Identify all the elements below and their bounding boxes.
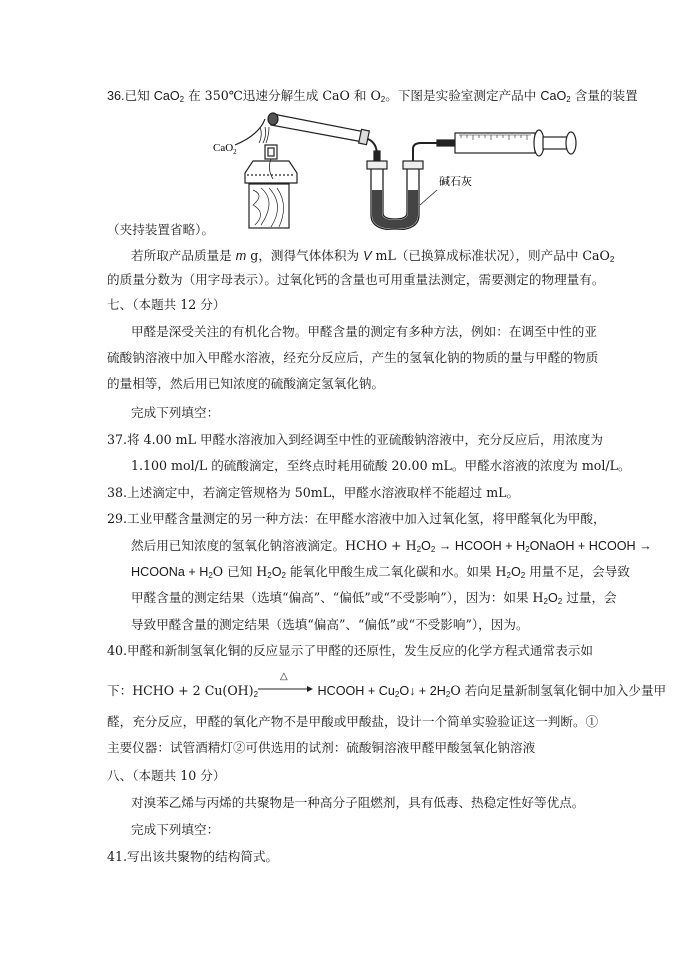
text: g，测得气体体积为	[246, 248, 364, 263]
text: mL（已换算成标准状况），则产品中 CaO	[371, 248, 610, 263]
apparatus-diagram	[205, 105, 590, 230]
q36-line-1	[107, 88, 638, 104]
text: 过量，会	[562, 590, 617, 605]
q29-line-1: 29.工业甲醛含量测定的另一种方法：在甲醛水溶液中加入过氧化氢，将甲醛氧化为甲酸，	[107, 511, 606, 526]
q29-line-3	[131, 564, 630, 580]
text: O 已知 H	[212, 564, 268, 579]
subscript: 2	[557, 597, 563, 606]
subscript: 2	[506, 571, 511, 580]
question-number: 36.	[107, 89, 125, 103]
text: 能氧化甲酸生成二氧化碳和水。如果 H	[286, 564, 507, 579]
soda-lime-label: 碱石灰	[439, 175, 472, 188]
q37-line-1: 37.将 4.00 mL 甲醛水溶液加入到经调至中性的亚硫酸钠溶液中，充分反应后，用浓度为	[107, 432, 603, 447]
heat-reaction-arrow	[258, 671, 314, 694]
cao2-label: CaO$_2$	[213, 142, 237, 156]
sec7-intro-1: 甲醛是深受关注的有机化合物。甲醛含量的测定有多种方法，例如：在调至中性的亚	[131, 324, 597, 339]
section-8-title: 八、（本题共 10 分）	[107, 768, 226, 783]
text: 若所取产品质量是	[131, 248, 236, 263]
delta-heat-symbol: △	[280, 671, 288, 682]
q40-line-4: 主要仪器：试管酒精灯②可供选用的试剂：硫酸铜溶液甲醛甲酸氢氧化钠溶液	[107, 740, 536, 755]
sec7-intro-2: 硫酸钠溶液中加入甲醛水溶液，经充分反应后，产生的氢氧化钠的物质的量与甲醛的物质	[107, 350, 599, 365]
subscript: 2	[416, 545, 422, 554]
subscript: 2	[394, 690, 400, 699]
text: 甲醛含量的测定结果（选填“偏高”、“偏低”或“不受影响”），因为：如果 H	[131, 590, 544, 605]
q36-note: （夹持装置省略）。	[107, 222, 215, 237]
q40-line-3: 醛，充分反应，甲醛的氧化产物不是甲酸或甲酸盐，设计一个简单实验验证这一判断。①	[107, 714, 599, 729]
subscript: 2	[179, 95, 185, 104]
q40-line-2	[107, 671, 667, 699]
text: 下：HCHO + 2 Cu(OH)	[107, 683, 254, 698]
subscript: 2	[281, 571, 286, 580]
formula: O	[271, 565, 282, 579]
formula: ONaOH + HCOOH →	[529, 539, 652, 553]
q29-line-5: 导致甲醛含量的测定结果（选填“偏高”、“偏低”或“不受影响”），因为。	[131, 617, 529, 632]
subscript: 2	[430, 545, 436, 554]
section-7-title: 七、（本题共 12 分）	[107, 297, 226, 312]
sec7-fill: 完成下列填空：	[131, 405, 220, 420]
subscript: 2	[267, 571, 272, 580]
text: 用量不足，会导致	[525, 564, 630, 579]
formula: O↓ + 2H	[399, 684, 446, 698]
subscript: 2	[520, 571, 526, 580]
formula: HCOONa + H	[131, 565, 209, 579]
subscript: 2	[253, 690, 259, 699]
subscript: 2	[525, 545, 530, 554]
text: O 若向足量新制氢氧化铜中加入少量甲	[450, 683, 667, 698]
formula: CaO	[540, 89, 567, 103]
right-arrow-icon	[258, 685, 314, 693]
q29-line-2	[131, 538, 652, 554]
sec8-fill: 完成下列填空：	[131, 822, 220, 837]
text: 在 350℃迅速分解生成 CaO 和 O	[184, 88, 381, 103]
sec8-intro: 对溴苯乙烯与丙烯的共聚物是一种高分子阻燃剂，具有低毒、热稳定性好等优点。	[131, 795, 585, 810]
q36-line-3: 的质量分数为（用字母表示）。过氧化钙的含量也可用重量法测定，需要测定的物理量有。	[107, 272, 605, 287]
formula: HCOOH + Cu	[314, 684, 395, 698]
q38: 38.上述滴定中，若滴定管规格为 50mL，甲醛水溶液取样不能超过 mL。	[107, 485, 520, 500]
formula: O	[548, 591, 558, 605]
subscript: 2	[208, 571, 213, 580]
variable-v: V	[363, 249, 372, 263]
subscript: 2	[380, 95, 386, 104]
q37-line-2: 1.100 mol/L 的硫酸滴定，至终点时耗用硫酸 20.00 mL。甲醛水溶液的浓度为 mol/L。	[131, 458, 631, 473]
text: 。下图是实验室测定产品中	[385, 88, 541, 103]
variable-m: m	[235, 249, 247, 263]
q41: 41.写出该共聚物的结构简式。	[107, 849, 279, 864]
text: 然后用已知浓度的氢氧化钠溶液滴定。HCHO + H	[131, 538, 417, 553]
q36-line-2	[131, 248, 621, 264]
subscript: 2	[609, 255, 615, 264]
formula: → HCOOH + H	[435, 539, 526, 553]
text: 已知	[124, 88, 154, 103]
sec7-intro-3: 的量相等，然后用已知浓度的硫酸滴定氢氧化钠。	[107, 376, 385, 391]
subscript: 2	[543, 597, 548, 606]
q29-line-4	[131, 590, 621, 606]
subscript: 2	[445, 690, 451, 699]
q40-line-1: 40.甲醛和新制氢氧化铜的反应显示了甲醛的还原性，发生反应的化学方程式通常表示如	[107, 643, 593, 658]
subscript: 2	[566, 95, 571, 104]
formula: CaO	[153, 89, 180, 103]
formula: O	[510, 565, 521, 579]
formula: O	[421, 539, 431, 553]
text: 含量的装置	[570, 88, 638, 103]
